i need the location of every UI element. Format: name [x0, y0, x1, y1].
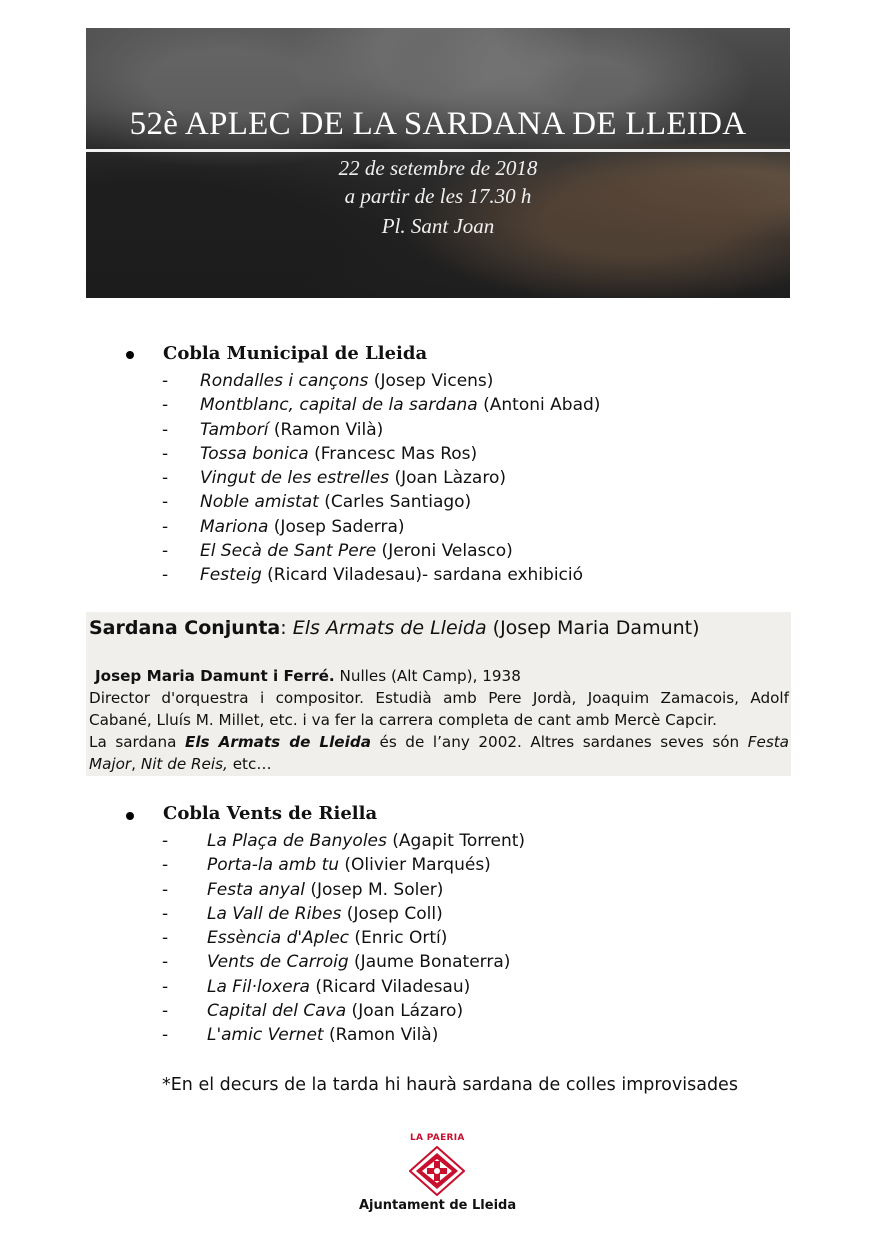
list-item	[162, 369, 762, 393]
piece-title: L'amic Vernet	[207, 1025, 324, 1046]
piece-composer: (Ricard Viladesau)- sardana exhibició	[261, 565, 584, 586]
piece-title: Porta-la amb tu	[207, 855, 340, 876]
piece-composer: (Antoni Abad)	[477, 395, 601, 416]
piece-title: Montblanc, capital de la sardana	[200, 395, 478, 416]
piece-title: Vents de Carroig	[207, 952, 349, 973]
coat-of-arms-icon	[409, 1146, 465, 1196]
list-item	[162, 975, 762, 999]
logo-top-text: LA PAERIA	[410, 1133, 465, 1143]
list-item	[162, 902, 762, 926]
piece-composer: (Josep Coll)	[341, 903, 443, 924]
list-item-text	[207, 975, 470, 999]
piece-composer: (Josep Saderra)	[268, 516, 405, 537]
title-divider	[86, 149, 790, 152]
list-item	[162, 539, 762, 563]
bio-line-3: Cabané, Lluís M. Millet, etc. i va fer la carrera completa de cant amb Mercè Capcir.	[89, 711, 717, 729]
event-place: Pl. Sant Joan	[381, 214, 495, 238]
program-list-1	[162, 369, 762, 588]
conjunta-title: Els Armats de Lleida	[292, 617, 487, 639]
list-item-text	[200, 490, 471, 514]
composer-bio	[89, 665, 789, 775]
event-date: 22 de setembre de 2018	[338, 156, 538, 180]
bio-line-5-italic-2: Nit de Reis,	[140, 755, 228, 773]
piece-title: La Vall de Ribes	[207, 903, 342, 924]
sardana-conjunta-box	[86, 612, 791, 776]
list-item	[162, 878, 762, 902]
piece-title: Tamborí	[200, 419, 269, 440]
conjunta-line	[89, 617, 700, 639]
bio-sardana-title: Els Armats de Lleida	[184, 733, 371, 751]
bio-line-4	[89, 731, 789, 753]
dash-marker: -	[162, 541, 169, 562]
event-title: 52è APLEC DE LA SARDANA DE LLEIDA	[129, 106, 747, 142]
bio-name: Josep Maria Damunt i Ferré.	[95, 667, 335, 685]
piece-title: Mariona	[200, 516, 269, 537]
piece-composer: (Josep M. Soler)	[304, 879, 444, 900]
bio-line-5-sep: ,	[131, 755, 141, 773]
list-item-text	[200, 539, 513, 563]
dash-marker: -	[162, 952, 169, 973]
dash-marker: -	[162, 928, 169, 949]
bio-line-5-italic-1: Major	[89, 755, 132, 773]
conjunta-colon: :	[280, 617, 293, 639]
piece-title: Vingut de les estrelles	[200, 468, 390, 489]
piece-composer: (Jeroni Velasco)	[376, 541, 513, 562]
dash-marker: -	[162, 1025, 169, 1046]
piece-composer: (Olivier Marqués)	[339, 855, 491, 876]
piece-title: Essència d'Aplec	[207, 928, 349, 949]
list-item-text	[200, 466, 506, 490]
list-item-text	[200, 442, 477, 466]
dash-marker: -	[162, 468, 169, 489]
list-item-text	[207, 950, 510, 974]
bio-line-4-italic: Festa	[747, 733, 789, 751]
piece-title: Rondalles i cançons	[200, 371, 369, 391]
list-item-text	[207, 902, 443, 926]
bio-line-4-pre: La sardana	[89, 733, 185, 751]
dash-marker: -	[162, 831, 169, 851]
list-item	[162, 418, 762, 442]
list-item-text	[207, 853, 491, 877]
piece-composer: (Agapit Torrent)	[386, 831, 526, 851]
dash-marker: -	[162, 879, 169, 900]
list-item-text	[200, 515, 405, 539]
list-item	[162, 950, 762, 974]
piece-composer: (Jaume Bonaterra)	[348, 952, 511, 973]
piece-title: Festeig	[200, 565, 262, 586]
list-item-text	[200, 563, 583, 587]
piece-title: Noble amistat	[200, 492, 319, 513]
piece-title: La Plaça de Banyoles	[207, 831, 387, 851]
dash-marker: -	[162, 516, 169, 537]
list-item	[162, 490, 762, 514]
dash-marker: -	[162, 903, 169, 924]
piece-composer: (Joan Lázaro)	[346, 1001, 464, 1022]
dash-marker: -	[162, 492, 169, 513]
dash-marker: -	[162, 976, 169, 997]
list-item	[162, 515, 762, 539]
conjunta-composer: (Josep Maria Damunt)	[486, 617, 700, 639]
list-item-text	[207, 999, 463, 1023]
piece-title: Capital del Cava	[207, 1001, 347, 1022]
list-item-text	[200, 369, 493, 393]
dash-marker: -	[162, 1001, 169, 1022]
list-item	[162, 393, 762, 417]
piece-composer: (Ramon Vilà)	[268, 419, 384, 440]
list-item-text	[207, 878, 443, 902]
list-item-text	[200, 393, 600, 417]
logo-name: Ajuntament de Lleida	[359, 1198, 517, 1213]
list-item	[162, 442, 762, 466]
list-item	[162, 926, 762, 950]
list-item-text	[207, 1023, 438, 1047]
list-item	[162, 999, 762, 1023]
list-item	[162, 1023, 762, 1047]
piece-composer: (Ramon Vilà)	[323, 1025, 439, 1046]
piece-composer: (Carles Santiago)	[318, 492, 472, 513]
dash-marker: -	[162, 419, 169, 440]
bio-line-1	[89, 665, 789, 687]
dash-marker: -	[162, 395, 169, 416]
dash-marker: -	[162, 565, 169, 586]
bio-line-5	[89, 753, 789, 775]
piece-composer: (Joan Làzaro)	[389, 468, 506, 489]
bullet-icon	[126, 351, 134, 359]
list-item-text	[200, 418, 383, 442]
piece-title: El Secà de Sant Pere	[200, 541, 377, 562]
list-item-text	[207, 829, 525, 853]
piece-composer: (Francesc Mas Ros)	[308, 443, 478, 464]
bio-origin: Nulles (Alt Camp), 1938	[334, 667, 521, 685]
dash-marker: -	[162, 371, 169, 391]
list-item	[162, 853, 762, 877]
piece-title: Tossa bonica	[200, 443, 309, 464]
list-item-text	[207, 926, 447, 950]
piece-title: Festa anyal	[207, 879, 305, 900]
conjunta-label: Sardana Conjunta	[89, 617, 281, 639]
bio-line-5-end: etc…	[227, 755, 272, 773]
list-item	[162, 563, 762, 587]
bio-line-4-post: és de l’any 2002. Altres sardanes seves són	[370, 733, 748, 751]
list-item	[162, 829, 762, 853]
footnote: *En el decurs de la tarda hi haurà sardana de colles improvisades	[162, 1075, 738, 1095]
dash-marker: -	[162, 443, 169, 464]
dash-marker: -	[162, 855, 169, 876]
bullet-icon	[126, 812, 134, 820]
piece-composer: (Enric Ortí)	[349, 928, 448, 949]
bio-line-2: Director d'orquestra i compositor. Estudià amb Pere Jordà, Joaquim Zamacois, Adolf	[89, 689, 789, 707]
piece-title: La Fil·loxera	[207, 976, 310, 997]
piece-composer: (Ricard Viladesau)	[309, 976, 471, 997]
program-list-2	[162, 829, 762, 1048]
event-time: a partir de les 17.30 h	[344, 184, 532, 208]
header-banner	[86, 28, 790, 298]
piece-composer: (Josep Vicens)	[368, 371, 494, 391]
list-item	[162, 466, 762, 490]
